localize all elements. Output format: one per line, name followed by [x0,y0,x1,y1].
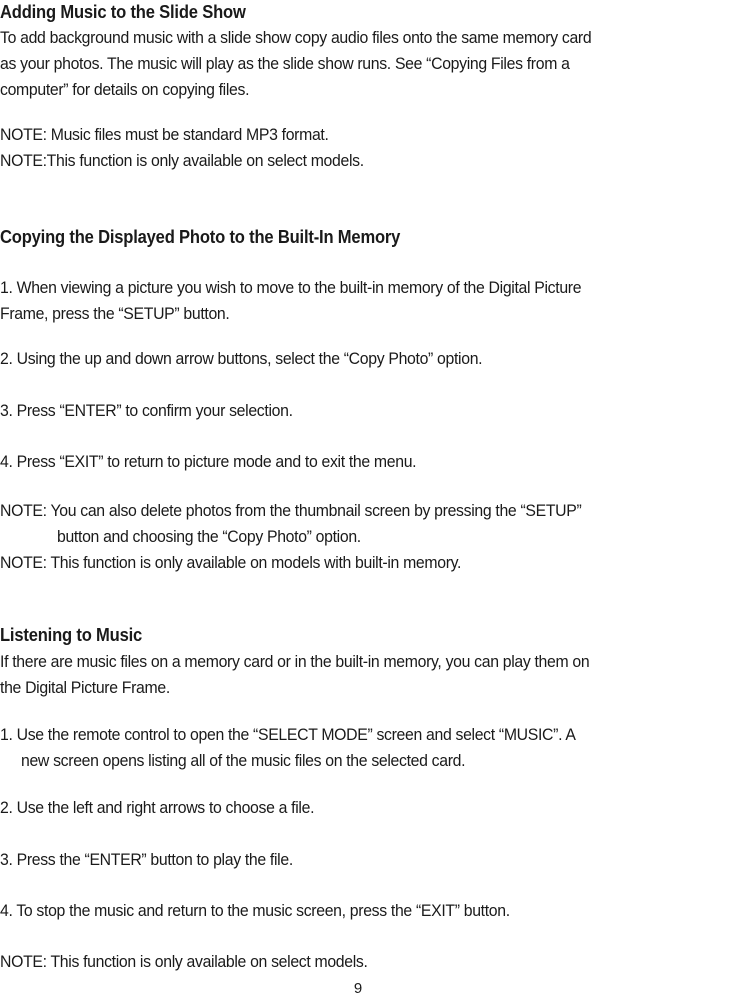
paragraph-line: If there are music files on a memory card or in the built-in memory, you can play them on [0,652,590,671]
note-line: NOTE: This function is only available on models with built-in memory. [0,553,462,572]
step-line: 4. Press “EXIT” to return to picture mode and to exit the menu. [0,452,417,471]
page-number: 9 [353,980,363,997]
note-line: NOTE:This function is only available on select models. [0,151,364,170]
note-line-continued: button and choosing the “Copy Photo” option. [57,527,361,546]
step-line: Frame, press the “SETUP” button. [0,304,230,323]
step-line-continued: new screen opens listing all of the music files on the selected card. [21,751,466,770]
paragraph-line: as your photos. The music will play as the slide show runs. See “Copying Files from a [0,54,570,73]
step-line: 4. To stop the music and return to the music screen, press the “EXIT” button. [0,901,510,920]
note-line: NOTE: Music files must be standard MP3 format. [0,125,329,144]
paragraph-line: the Digital Picture Frame. [0,678,170,697]
note-line: NOTE: This function is only available on select models. [0,952,368,971]
step-line: 3. Press “ENTER” to confirm your selection. [0,401,293,420]
step-line: 3. Press the “ENTER” button to play the file. [0,850,293,869]
section-heading-listening-music: Listening to Music [0,625,143,645]
paragraph-line: computer” for details on copying files. [0,80,250,99]
step-line: 2. Use the left and right arrows to choose a file. [0,798,315,817]
note-line: NOTE: You can also delete photos from the thumbnail screen by pressing the “SETUP” [0,501,582,520]
section-heading-adding-music: Adding Music to the Slide Show [0,2,246,22]
step-line: 1. Use the remote control to open the “SELECT MODE” screen and select “MUSIC”. A [0,725,576,744]
step-line: 2. Using the up and down arrow buttons, select the “Copy Photo” option. [0,349,483,368]
section-heading-copying-photo: Copying the Displayed Photo to the Built-In Memory [0,227,401,247]
step-line: 1. When viewing a picture you wish to move to the built-in memory of the Digital Picture [0,278,582,297]
paragraph-line: To add background music with a slide show copy audio files onto the same memory card [0,28,592,47]
